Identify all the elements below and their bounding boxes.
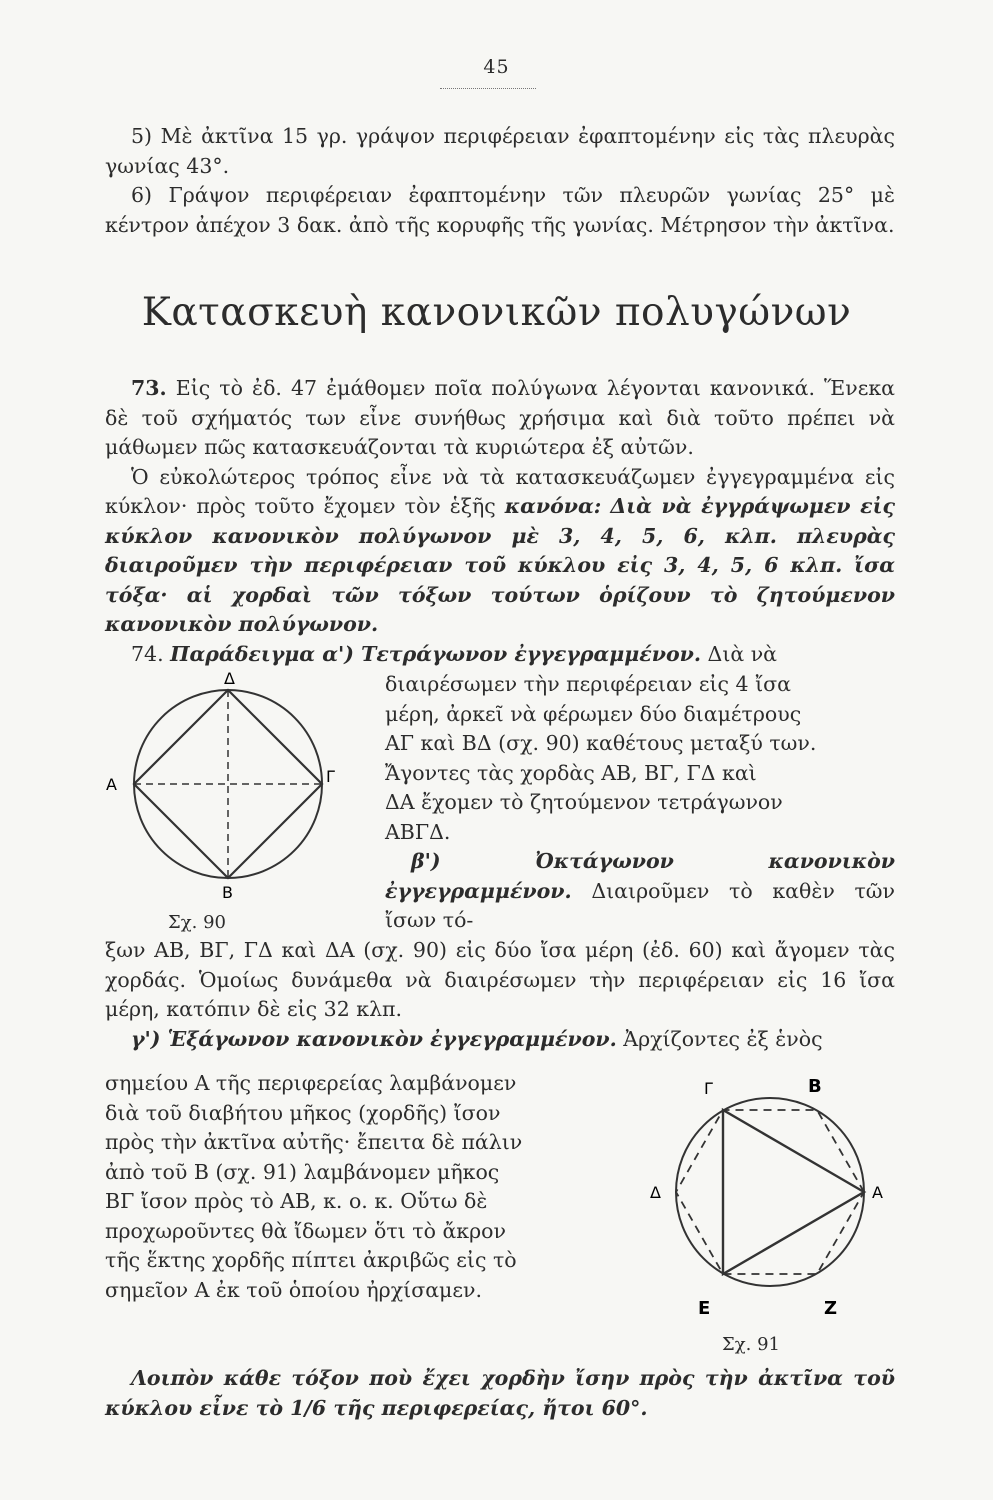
square-line-4: Ἄγοντες τὰς χορδὰς ΑΒ, ΒΓ, ΓΔ καὶ (385, 760, 757, 785)
hexagon-line-5: προχωροῦντες θὰ ἴδωμεν ὅτι τὸ ἄκρον (105, 1218, 506, 1243)
figure-90-caption: Σχ. 90 (168, 912, 226, 933)
square-line-2: μέρη, ἀρκεῖ νὰ φέρωμεν δύο διαμέτρους (385, 701, 802, 726)
paragraph-73-text2: Ὁ εὐκολώτερος τρόπος εἶνε νὰ τὰ κατασκευάζωμεν ἐγγεγραμμένα εἰς κύκλον· πρὸς τοῦτο ἔχομεν τὸν ἑξῆς (105, 464, 895, 518)
figure-90 (100, 672, 340, 908)
paragraph-74-line-0: Διὰ νὰ (707, 642, 778, 666)
rule-text: Διὰ νὰ ἐγγράψωμεν εἰς κύκλον κανονικὸν πολύγωνον μὲ 3, 4, 5, 6, κλπ. πλευρὰς διαιροῦμεν τὴν περιφέρειαν τοῦ κύκλου εἰς 3, 4, 5, 6 κλπ. ἴσα τόξα· αἱ χορδαὶ τῶν τόξων τούτων ὁρίζουν τὸ ζητούμενον κανονικὸν πολύγωνον. (105, 494, 895, 636)
conclusion-block (105, 1364, 895, 1423)
fig90-label-bottom: Β (222, 883, 233, 902)
hexagon-text-start: Ἀρχίζοντες ἐξ ἑνὸς (623, 1026, 823, 1051)
paragraph-74-number: 74. (131, 642, 164, 666)
fig91-triangle (723, 1110, 864, 1274)
paragraph-73 (105, 374, 895, 640)
fig91-label-g: Γ (704, 1079, 713, 1098)
octagon-text-rest: ξων ΑΒ, ΒΓ, ΓΔ καὶ ΔΑ (σχ. 90) εἰς δύο ἴσα μέρη (ἐδ. 60) καὶ ἄγομεν τὰς χορδάς. Ὁμοίως δυνάμεθα νὰ διαιρέσωμεν τὴν περιφέρειαν εἰς 16 ἴσα μέρη, κατόπιν δὲ εἰς 32 κλπ. (105, 938, 895, 1021)
octagon-text-start: Διαιροῦμεν τὸ καθὲν τῶν ἴσων τό- (385, 878, 895, 932)
hexagon-line-2: πρὸς τὴν ἀκτῖνα αὐτῆς· ἔπειτα δὲ πάλιν (105, 1130, 523, 1154)
page-number: 45 (483, 56, 510, 78)
exercises (105, 122, 895, 240)
figure-91-caption: Σχ. 91 (722, 1334, 780, 1355)
square-line-3: ΑΓ καὶ ΒΔ (σχ. 90) καθέτους μεταξύ των. (385, 731, 817, 755)
exercise-6: 6) Γράψον περιφέρειαν ἐφαπτομένην τῶν πλευρῶν γωνίας 25° μὲ κέντρον ἀπέχον 3 δακ. ἀπὸ τῆς κορυφῆς τῆς γωνίας. Μέτρησον τὴν ἀκτῖνα. (105, 183, 895, 237)
fig91-label-a: Α (872, 1183, 883, 1202)
exercise-5: 5) Μὲ ἀκτῖνα 15 γρ. γράψον περιφέρειαν ἐφαπτομένην εἰς τὰς πλευρὰς γωνίας 43°. (105, 124, 895, 178)
hexagon-line-1: διὰ τοῦ διαβήτου μῆκος (χορδῆς) ἴσον (105, 1100, 501, 1125)
fig91-label-d: Δ (650, 1183, 661, 1202)
paragraph-74-heading-row (105, 640, 895, 670)
fig91-label-b: Β (808, 1076, 822, 1097)
fig90-label-left: Α (106, 775, 117, 794)
fig91-label-z: Ζ (824, 1298, 838, 1319)
hexagon-line-4: ΒΓ ἴσον πρὸς τὸ ΑΒ, κ. ο. κ. Οὕτω δὲ (105, 1189, 488, 1213)
octagon-heading: β') Ὀκτάγωνον κανονικὸν ἐγγεγραμμένον. (385, 849, 895, 903)
fig90-label-right: Γ (326, 767, 335, 786)
paragraph-73-number: 73. (131, 376, 167, 400)
conclusion: Λοιπὸν κάθε τόξον ποὺ ἔχει χορδὴν ἴσην πρὸς τὴν ἀκτῖνα τοῦ κύκλου εἶνε τὸ 1/6 τῆς περιφερείας, ἤτοι 60°. (105, 1366, 895, 1420)
hexagon-heading: γ') Ἑξάγωνον κανονικὸν ἐγγεγραμμένον. (131, 1026, 617, 1051)
paragraph-73-rule (105, 463, 895, 640)
square-line-1: διαιρέσωμεν τὴν περιφέρειαν εἰς 4 ἴσα (385, 672, 791, 696)
paragraph-74-heading: Παράδειγμα α') Τετράγωνον ἐγγεγραμμένον. (170, 642, 701, 666)
hexagon-heading-row (105, 1025, 895, 1055)
fig91-circle (676, 1098, 864, 1286)
hexagon-line-3: ἀπὸ τοῦ Β (σχ. 91) λαμβάνομεν μῆκος (105, 1159, 500, 1184)
rule-word: κανόνα: (504, 494, 602, 518)
hexagon-line-0: σημείου Α τῆς περιφερείας λαμβάνομεν (105, 1071, 517, 1095)
paragraph-74-heading-line (105, 640, 895, 670)
square-line-5: ΔΑ ἔχομεν τὸ ζητούμενον τετράγωνον (385, 790, 783, 814)
hexagon-line-6: τῆς ἕκτης χορδῆς πίπτει ἀκριβῶς εἰς τὸ (105, 1248, 517, 1272)
paragraph-73-text1: Εἰς τὸ ἐδ. 47 ἐμάθομεν ποῖα πολύγωνα λέγονται κανονικά. Ἕνεκα δὲ τοῦ σχήματός των εἶνε συνήθως χρήσιμα καὶ διὰ τοῦτο πρέπει νὰ μάθωμεν πῶς κατασκευάζονται τὰ κυριώτερα ἐξ αὐτῶν. (105, 376, 895, 459)
hexagon-line-7: σημεῖον Α ἐκ τοῦ ὁποίου ἠρχίσαμεν. (105, 1277, 482, 1302)
hexagon-text (105, 1069, 565, 1305)
square-text (385, 670, 895, 936)
figure-91 (640, 1062, 900, 1324)
fig90-label-top: Δ (224, 672, 235, 688)
octagon-continuation (105, 936, 895, 1054)
square-line-6: ΑΒΓΔ. (385, 819, 451, 844)
fig91-label-e: Ε (698, 1298, 711, 1319)
fig91-hexagon (676, 1110, 864, 1274)
section-title: Κατασκευὴ κανονικῶν πολυγώνων (141, 290, 852, 335)
paragraph-73-intro (105, 374, 895, 463)
page-number-rule (440, 88, 536, 89)
octagon-heading-row (385, 847, 895, 936)
